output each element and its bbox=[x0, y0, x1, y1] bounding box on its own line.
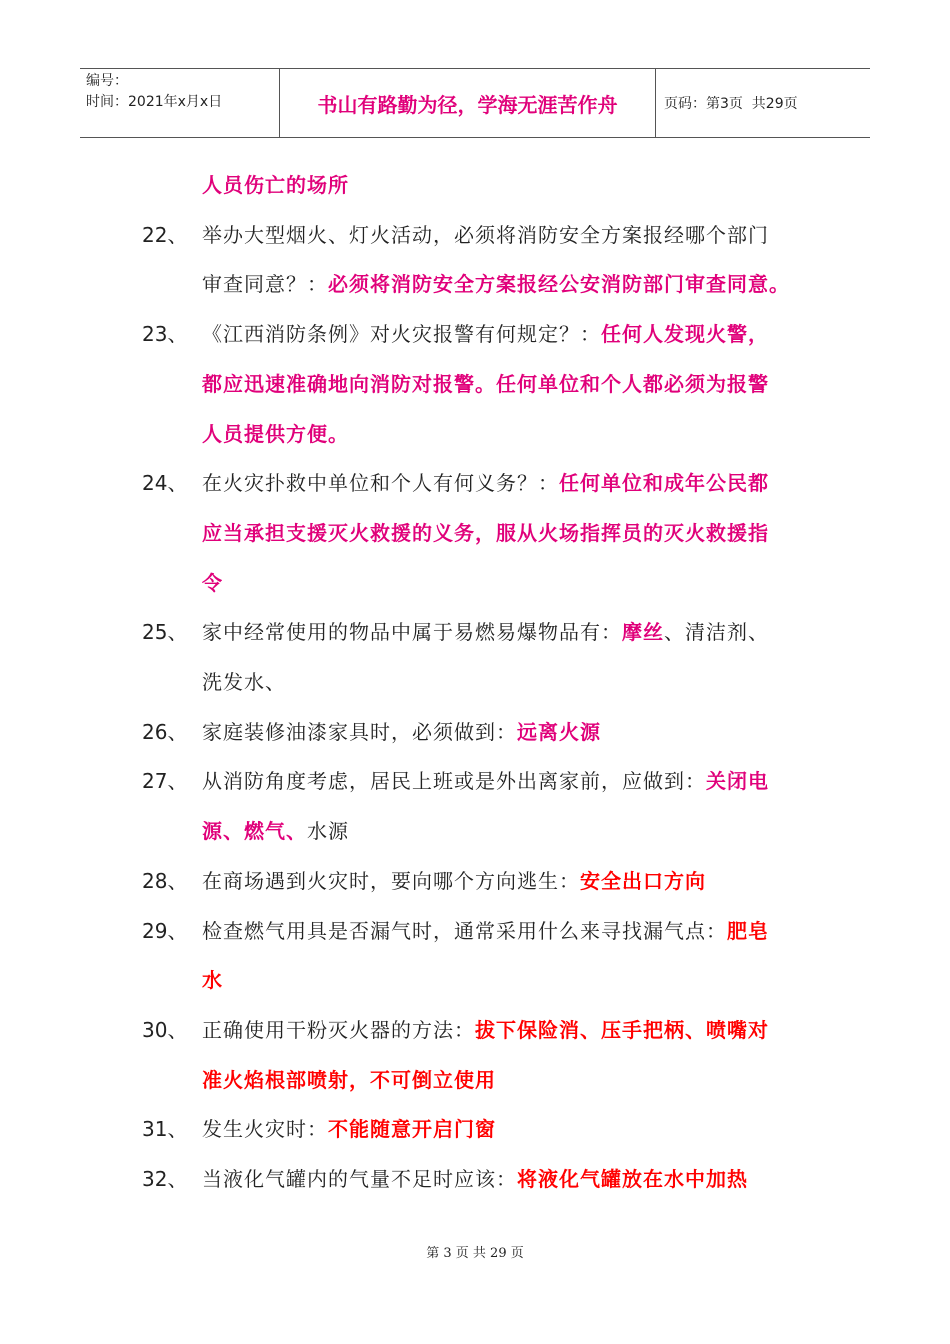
question-text: 家庭装修油漆家具时，必须做到： bbox=[202, 719, 517, 744]
item-number: 29、 bbox=[142, 918, 188, 943]
header-page-info bbox=[656, 69, 870, 137]
text-line bbox=[202, 309, 822, 359]
question-text: 洗发水、 bbox=[202, 670, 286, 694]
answer-text: 任何单位和成年公民都 bbox=[559, 471, 769, 496]
text-line bbox=[202, 458, 822, 508]
answer-text: 摩丝 bbox=[622, 620, 664, 645]
text-line bbox=[202, 806, 822, 856]
page-info-text: 页码：第3页 共29页 bbox=[664, 96, 798, 112]
text-line bbox=[202, 657, 822, 707]
text-line bbox=[202, 558, 822, 608]
question-text: 举办大型烟火、灯火活动，必须将消防安全方案报经哪个部门 bbox=[202, 222, 769, 247]
item-number: 32、 bbox=[142, 1167, 188, 1191]
answer-text: 源、燃气、 bbox=[202, 819, 307, 844]
text-line bbox=[202, 1104, 822, 1154]
text-line bbox=[202, 259, 822, 309]
item-number: 26、 bbox=[142, 719, 188, 744]
page-footer: 第 3 页 共 29 页 bbox=[426, 1246, 524, 1261]
answer-text: 准火焰根部喷射，不可倒立使用 bbox=[202, 1067, 496, 1092]
question-text: 从消防角度考虑，居民上班或是外出离家前，应做到： bbox=[202, 769, 706, 794]
question-text: 在火灾扑救中单位和个人有何义务？： bbox=[202, 471, 559, 496]
text-line bbox=[202, 955, 822, 1005]
answer-text: 都应迅速准确地向消防对报警。任何单位和个人都必须为报警 bbox=[202, 371, 769, 396]
text-line bbox=[202, 906, 822, 956]
answer-text: 人员提供方便。 bbox=[202, 421, 349, 446]
text-line bbox=[202, 756, 822, 806]
text-line bbox=[202, 607, 822, 657]
header-meta bbox=[80, 69, 280, 137]
text-line bbox=[202, 508, 822, 558]
answer-text: 安全出口方向 bbox=[580, 868, 706, 893]
answer-text: 将液化气罐放在水中加热 bbox=[517, 1167, 748, 1191]
answer-text: 不能随意开启门窗 bbox=[328, 1117, 496, 1142]
item-number: 25、 bbox=[142, 620, 188, 645]
question-text: 正确使用干粉灭火器的方法： bbox=[202, 1017, 475, 1042]
text-line bbox=[202, 409, 822, 459]
text-line bbox=[202, 160, 822, 210]
text-line bbox=[202, 1154, 822, 1204]
header-motto: 书山有路勤为径，学海无涯苦作舟 bbox=[280, 69, 656, 137]
answer-text: 任何人发现火警， bbox=[601, 322, 769, 347]
answer-text: 令 bbox=[202, 570, 223, 595]
text-line bbox=[202, 707, 822, 757]
item-number: 28、 bbox=[142, 868, 188, 893]
text-line bbox=[202, 1005, 822, 1055]
text-line bbox=[202, 1055, 822, 1105]
answer-text: 远离火源 bbox=[517, 719, 601, 744]
answer-text: 人员伤亡的场所 bbox=[202, 173, 349, 197]
question-text: 当液化气罐内的气量不足时应该： bbox=[202, 1167, 517, 1191]
item-number: 24、 bbox=[142, 471, 188, 496]
item-number: 22、 bbox=[142, 222, 188, 247]
answer-text: 应当承担支援灭火救援的义务，服从火场指挥员的灭火救援指 bbox=[202, 520, 769, 545]
item-number: 31、 bbox=[142, 1117, 188, 1142]
answer-text: 必须将消防安全方案报经公安消防部门审查同意。 bbox=[328, 272, 790, 297]
page-header bbox=[80, 68, 870, 138]
item-number: 23、 bbox=[142, 322, 188, 347]
answer-text: 拔下保险消、压手把柄、喷嘴对 bbox=[475, 1017, 769, 1042]
date-label: 时间：2021年x月x日 bbox=[86, 94, 223, 110]
question-text: 审查同意？： bbox=[202, 272, 328, 297]
number-label: 编号： bbox=[86, 73, 128, 89]
answer-text: 关闭电 bbox=[706, 769, 769, 794]
question-text: 水源 bbox=[307, 819, 349, 844]
text-line bbox=[202, 856, 822, 906]
answer-text: 水 bbox=[202, 968, 223, 993]
answer-text: 肥皂 bbox=[727, 918, 769, 943]
item-number: 30、 bbox=[142, 1017, 188, 1042]
text-line bbox=[202, 210, 822, 260]
question-text: 、清洁剂、 bbox=[664, 620, 769, 645]
item-number: 27、 bbox=[142, 769, 188, 794]
question-text: 发生火灾时： bbox=[202, 1117, 328, 1142]
text-line bbox=[202, 359, 822, 409]
question-text: 《江西消防条例》对火灾报警有何规定？： bbox=[202, 322, 601, 347]
question-text: 检查燃气用具是否漏气时，通常采用什么来寻找漏气点： bbox=[202, 918, 727, 943]
question-text: 在商场遇到火灾时，要向哪个方向逃生： bbox=[202, 868, 580, 893]
question-text: 家中经常使用的物品中属于易燃易爆物品有： bbox=[202, 620, 622, 645]
